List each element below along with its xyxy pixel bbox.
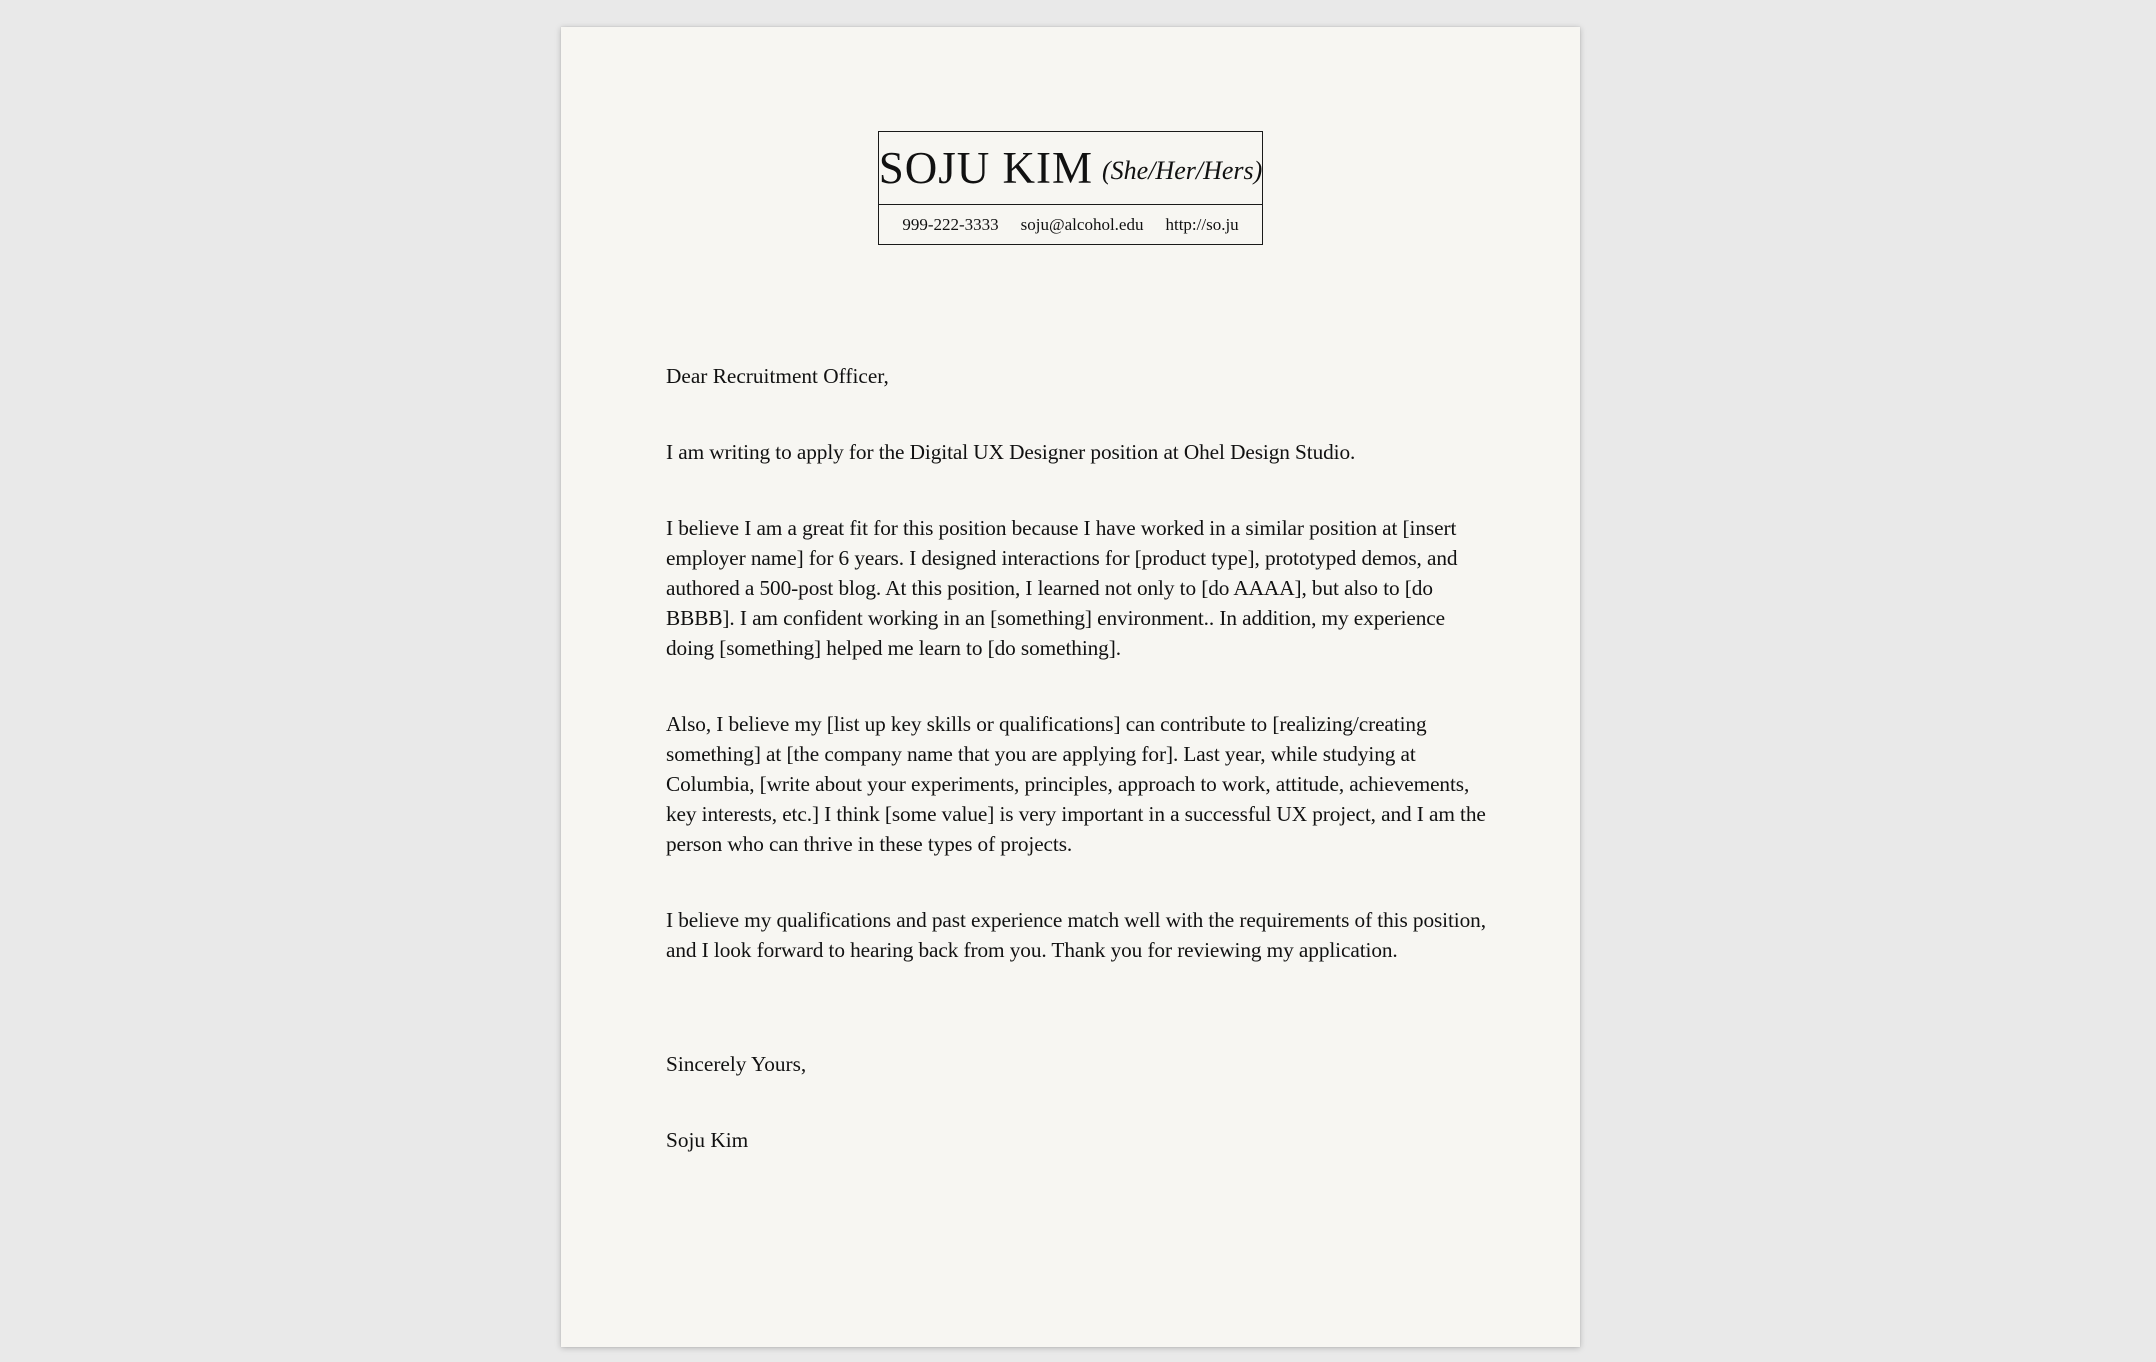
salutation: Dear Recruitment Officer, <box>666 364 889 388</box>
applicant-pronouns: (She/Her/Hers) <box>1102 156 1263 185</box>
letter-page <box>561 27 1580 1347</box>
contact-phone: 999-222-3333 <box>902 214 999 234</box>
applicant-name: SOJU KIM <box>878 142 1093 193</box>
paragraph-intro: I am writing to apply for the Digital UX Designer position at Ohel Design Studio. <box>666 440 1356 464</box>
letter-body <box>666 361 1486 1201</box>
letterhead <box>878 131 1263 245</box>
sign-off: Sincerely Yours, <box>666 1052 807 1076</box>
contact-website: http://so.ju <box>1165 214 1239 234</box>
letterhead-name-row <box>879 132 1262 205</box>
contact-email: soju@alcohol.edu <box>1020 214 1144 234</box>
paragraph-closing: I believe my qualifications and past experience match well with the requirements of this position, and I look forward to hearing back from you. Thank you for reviewing my application. <box>666 908 1486 962</box>
letterhead-contact-row <box>879 205 1262 244</box>
paragraph-skills: Also, I believe my [list up key skills or qualifications] can contribute to [realizing/creating something] at [the company name that you are applying for]. Last year, while studying at Columbia, [write about your experiments, principles, approach to work, attitude, achievements, key interests, etc.] I think [some value] is very important in a successful UX project, and I am the person who can thrive in these types of projects. <box>666 712 1486 856</box>
paragraph-experience: I believe I am a great fit for this position because I have worked in a similar position at [insert employer name] for 6 years. I designed interactions for [product type], prototyped demos, and authored a 500-post blog. At this position, I learned not only to [do AAAA], but also to [do BBBB]. I am confident working in an [something] environment.. In addition, my experience doing [something] helped me learn to [do something]. <box>666 516 1458 660</box>
signature: Soju Kim <box>666 1128 749 1152</box>
